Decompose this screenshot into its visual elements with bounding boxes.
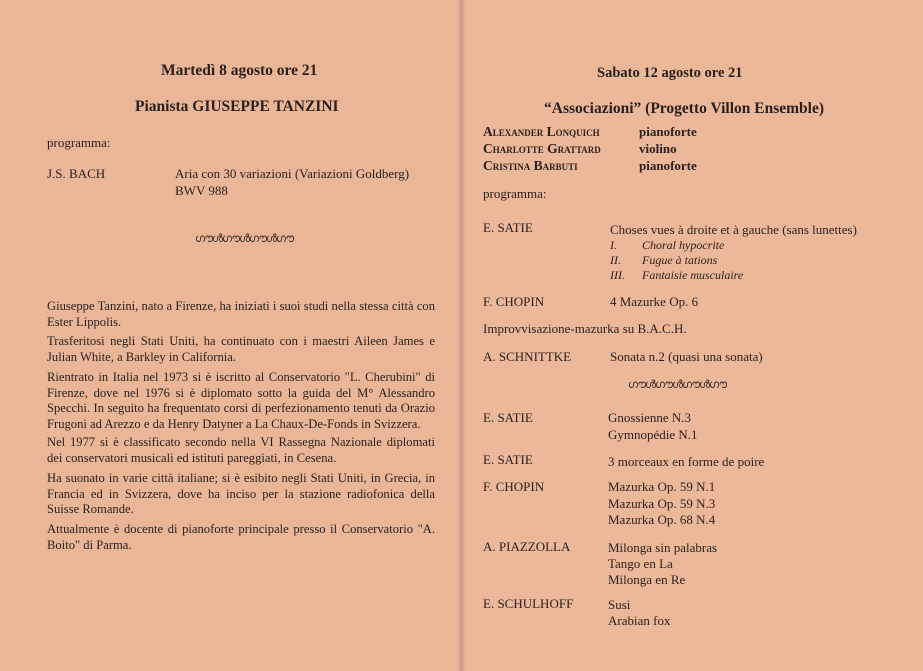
performer-instrument: violino bbox=[639, 141, 677, 156]
work-morceaux: 3 morceaux en forme de poire bbox=[608, 454, 765, 469]
composer-piazzolla: A. PIAZZOLLA bbox=[483, 539, 571, 554]
composer-satie: E. SATIE bbox=[483, 410, 533, 425]
page-fold bbox=[458, 0, 466, 671]
work-sonata: Sonata n.2 (quasi una sonata) bbox=[610, 349, 763, 364]
concert-title-left: Pianista GIUSEPPE TANZINI bbox=[135, 98, 339, 115]
work-milonga: Milonga sin palabras bbox=[608, 540, 718, 555]
work-bwv: BWV 988 bbox=[175, 183, 228, 198]
bio-paragraph-4: Nel 1977 si è classificato secondo nella VI Rassegna Nazionale diplomati dei conservatori musicali ed istituti pareggiati, in Cesena. bbox=[47, 435, 435, 465]
work-mazurka: Mazurka Op. 59 N.3 bbox=[608, 496, 716, 511]
composer-schulhoff: E. SCHULHOFF bbox=[483, 596, 574, 611]
concert-date-right: Sabato 12 agosto ore 21 bbox=[597, 65, 743, 81]
composer-satie: E. SATIE bbox=[483, 220, 533, 235]
bio-paragraph-3: Rientrato in Italia nel 1973 si è iscritto al Conservatorio "L. Cherubini" di Firenze, dove nel 1976 si è diplomato sotto la guida del M° Alessandro Specchi. In seguito ha frequentato corsi di perfezionamento tenuti da Orazio Frugoni ad Arezzo e da Henry Datyner a La Chaux-De-Fonds in Svizzera. bbox=[47, 370, 435, 431]
work-gymnopedie: Gymnopédie N.1 bbox=[608, 427, 698, 442]
performer-instrument: pianoforte bbox=[639, 124, 697, 139]
movement-title: Fugue à tations bbox=[642, 253, 718, 267]
composer-schnittke: A. SCHNITTKE bbox=[483, 349, 572, 364]
improvvisazione: Improvvisazione-mazurka su B.A.C.H. bbox=[483, 321, 687, 336]
work-tango: Tango en La bbox=[608, 556, 673, 571]
composer-chopin: F. CHOPIN bbox=[483, 294, 545, 309]
performer-instrument: pianoforte bbox=[639, 158, 697, 173]
work-gnossienne: Gnossienne N.3 bbox=[608, 410, 692, 425]
bio-paragraph-5: Ha suonato in varie città italiane; si è esibito negli Stati Uniti, in Grecia, in Francia ed in Svizzera, dove ha inciso per la stazione radiofonica della Suisse Romande. bbox=[47, 471, 435, 516]
work-mazurka: Mazurka Op. 68 N.4 bbox=[608, 512, 716, 527]
work-choses-vues: Choses vues à droite et à gauche (sans lunettes) bbox=[610, 222, 857, 237]
movement-number: III. bbox=[610, 268, 625, 282]
concert-title-right: “Associazioni” (Progetto Villon Ensemble) bbox=[544, 100, 824, 117]
bio-paragraph-2: Trasferitosi negli Stati Uniti, ha continuato con i maestri Aileen James e Julian White, a Barkley in California. bbox=[47, 334, 435, 364]
right-page bbox=[462, 0, 923, 671]
performer-name: Charlotte Grattard bbox=[483, 141, 601, 156]
ornament-divider-right: ഗൗൾഗൗൾഗൗൾഗൗ bbox=[628, 379, 727, 391]
composer-chopin: F. CHOPIN bbox=[483, 479, 545, 494]
work-susi: Susi bbox=[608, 597, 631, 612]
bio-paragraph-6: Attualmente è docente di pianoforte principale presso il Conservatorio "A. Boito" di Parma. bbox=[47, 522, 435, 552]
work-mazurke: 4 Mazurke Op. 6 bbox=[610, 294, 699, 309]
composer-satie: E. SATIE bbox=[483, 452, 533, 467]
movement-number: II. bbox=[610, 253, 621, 267]
programma-label-left: programma: bbox=[47, 135, 111, 150]
movement-number: I. bbox=[610, 238, 617, 252]
ornament-divider-left: ഗൗൾഗൗൾഗൗൾഗൗ bbox=[195, 233, 294, 245]
concert-date-left: Martedì 8 agosto ore 21 bbox=[161, 62, 318, 79]
work-arabian-fox: Arabian fox bbox=[608, 613, 671, 628]
work-milonga: Milonga en Re bbox=[608, 572, 686, 587]
performer-name: Alexander Lonquich bbox=[483, 124, 600, 139]
performer-name: Cristina Barbuti bbox=[483, 158, 578, 173]
bio-paragraph-1: Giuseppe Tanzini, nato a Firenze, ha iniziati i suoi studi nella stessa città con Ester Lippolis. bbox=[47, 299, 435, 329]
work-goldberg: Aria con 30 variazioni (Variazioni Goldberg) bbox=[175, 166, 410, 181]
movement-title: Fantaisie musculaire bbox=[642, 268, 744, 282]
work-mazurka: Mazurka Op. 59 N.1 bbox=[608, 479, 716, 494]
movement-title: Choral hypocrite bbox=[642, 238, 725, 252]
composer-bach: J.S. BACH bbox=[47, 166, 106, 181]
programma-label-right: programma: bbox=[483, 186, 547, 201]
